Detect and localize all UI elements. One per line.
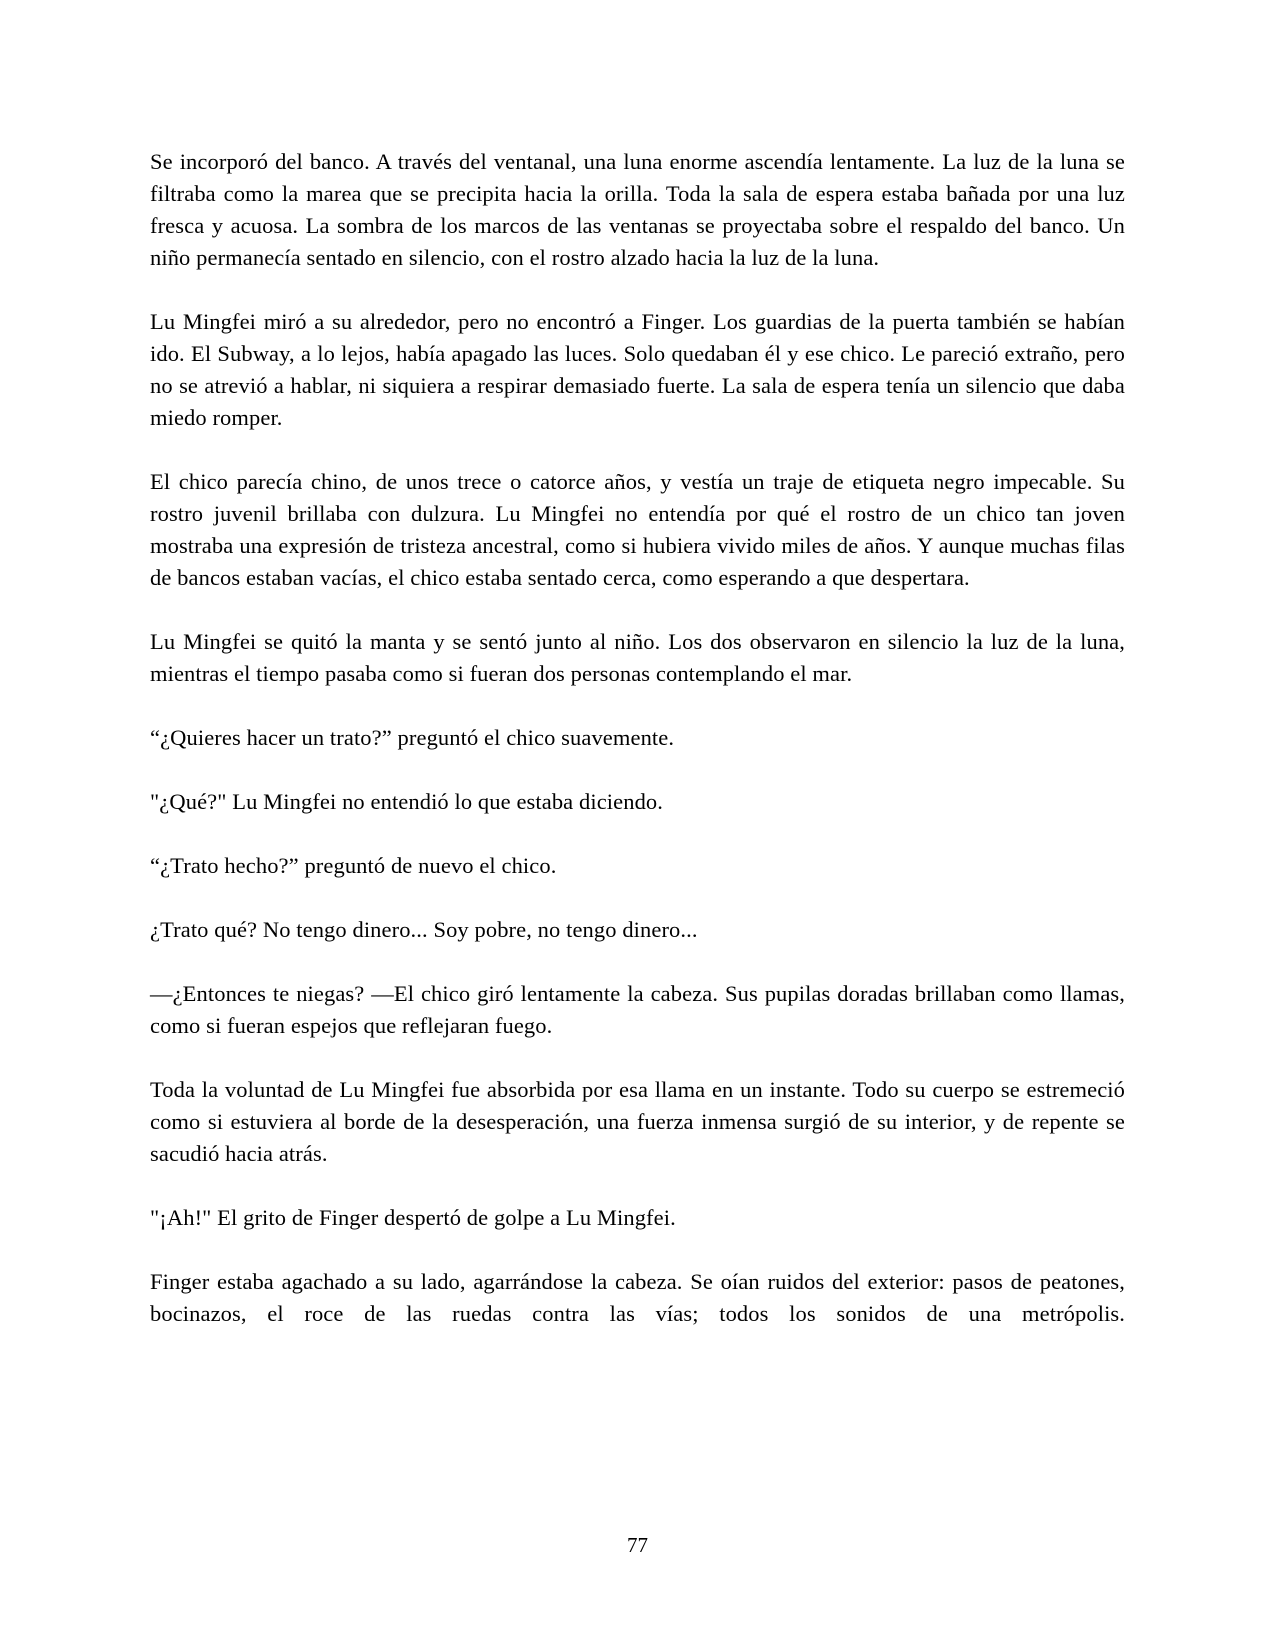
paragraph: Lu Mingfei miró a su alrededor, pero no encontró a Finger. Los guardias de la puerta también se habían ido. El Subway, a lo lejos, había apagado las luces. Solo quedaban él y ese chico. Le pareció extraño, pero no se atrevió a hablar, ni siquiera a respirar demasiado fuerte. La sala de espera tenía un silencio que daba miedo romper.	[150, 309, 1125, 430]
dialogue-line: —¿Entonces te niegas? —El chico giró lentamente la cabeza. Sus pupilas doradas brillaban como llamas, como si fueran espejos que reflejaran fuego.	[150, 981, 1125, 1038]
paragraph: Lu Mingfei se quitó la manta y se sentó junto al niño. Los dos observaron en silencio la luz de la luna, mientras el tiempo pasaba como si fueran dos personas contemplando el mar.	[150, 629, 1125, 686]
dialogue-line: ¿Trato qué? No tengo dinero... Soy pobre, no tengo dinero...	[150, 917, 698, 942]
dialogue-line: “¿Quieres hacer un trato?” preguntó el chico suavemente.	[150, 725, 675, 750]
paragraph: Finger estaba agachado a su lado, agarrándose la cabeza. Se oían ruidos del exterior: pasos de peatones, bocinazos, el roce de las ruedas contra las vías; todos los sonidos de una metrópolis.	[150, 1269, 1125, 1326]
paragraph: Se incorporó del banco. A través del ventanal, una luna enorme ascendía lentamente. La luz de la luna se filtraba como la marea que se precipita hacia la orilla. Toda la sala de espera estaba bañada por una luz fresca y acuosa. La sombra de los marcos de las ventanas se proyectaba sobre el respaldo del banco. Un niño permanecía sentado en silencio, con el rostro alzado hacia la luz de la luna.	[150, 149, 1125, 270]
dialogue-line: “¿Trato hecho?” preguntó de nuevo el chico.	[150, 853, 557, 878]
paragraph: El chico parecía chino, de unos trece o catorce años, y vestía un traje de etiqueta negro impecable. Su rostro juvenil brillaba con dulzura. Lu Mingfei no entendía por qué el rostro de un chico tan joven mostraba una expresión de tristeza ancestral, como si hubiera vivido miles de años. Y aunque muchas filas de bancos estaban vacías, el chico estaba sentado cerca, como esperando a que despertara.	[150, 469, 1125, 590]
page-number: 77	[627, 1533, 648, 1557]
dialogue-line: "¡Ah!" El grito de Finger despertó de golpe a Lu Mingfei.	[150, 1205, 676, 1230]
paragraph: Toda la voluntad de Lu Mingfei fue absorbida por esa llama en un instante. Todo su cuerpo se estremeció como si estuviera al borde de la desesperación, una fuerza inmensa surgió de su interior, y de repente se sacudió hacia atrás.	[150, 1077, 1125, 1166]
dialogue-line: "¿Qué?" Lu Mingfei no entendió lo que estaba diciendo.	[150, 789, 663, 814]
